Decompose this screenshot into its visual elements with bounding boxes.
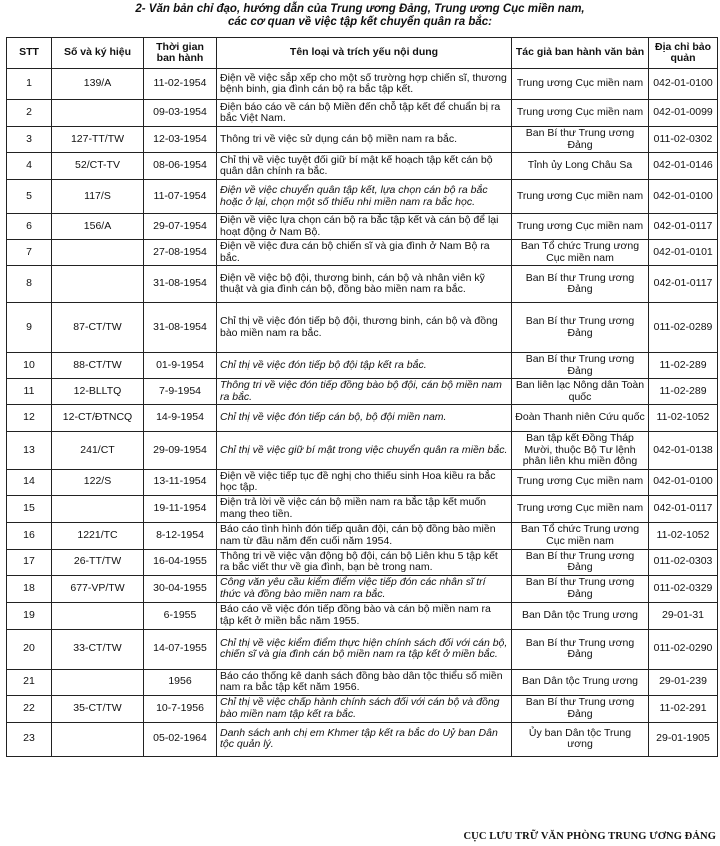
cell-stt: 20: [7, 629, 52, 669]
cell-tac-gia: Ban Bí thư Trung ương Đảng: [512, 303, 649, 353]
cell-dia-chi: 11-02-289: [649, 353, 718, 379]
table-row: [7, 153, 718, 180]
cell-so-ky-hieu: 1221/TC: [52, 522, 144, 549]
cell-tac-gia: Trung ương Cục miền nam: [512, 495, 649, 522]
cell-noi-dung: Chỉ thị về việc chấp hành chính sách đối với cán bộ và đồng bào miền nam tập kết ra bắc.: [217, 695, 512, 722]
cell-tac-gia: Trung ương Cục miền nam: [512, 469, 649, 495]
cell-thoi-gian: 11-07-1954: [144, 180, 217, 214]
cell-stt: 1: [7, 69, 52, 100]
cell-thoi-gian: 08-06-1954: [144, 153, 217, 180]
cell-so-ky-hieu: 122/S: [52, 469, 144, 495]
cell-noi-dung: Thông tri về việc sử dụng cán bộ miền nam ra bắc.: [217, 127, 512, 153]
cell-so-ky-hieu: 139/A: [52, 69, 144, 100]
cell-dia-chi: 042-01-0138: [649, 432, 718, 470]
table-row: [7, 405, 718, 432]
footer-agency: CỤC LƯU TRỮ VĂN PHÒNG TRUNG ƯƠNG ĐẢNG: [463, 831, 716, 842]
cell-noi-dung: Điện báo cáo về cán bộ Miền đến chỗ tập kết để chuẩn bị ra bắc Việt Nam.: [217, 100, 512, 127]
cell-dia-chi: 042-01-0100: [649, 180, 718, 214]
cell-tac-gia: Ban Tổ chức Trung ương Cục miền nam: [512, 240, 649, 266]
cell-dia-chi: 042-01-0101: [649, 240, 718, 266]
cell-thoi-gian: 05-02-1964: [144, 722, 217, 756]
cell-noi-dung: Điện về việc bộ đội, thương binh, cán bộ và nhân viên kỹ thuật và gia đình cán bộ, đồng bào miền nam ra bắc.: [217, 266, 512, 303]
cell-dia-chi: 29-01-31: [649, 602, 718, 629]
header-stt: STT: [7, 38, 52, 69]
cell-dia-chi: 042-01-0117: [649, 495, 718, 522]
cell-noi-dung: Thông tri về việc vận động bộ đội, cán bộ Liên khu 5 tập kết ra bắc viết thư về gia đình, bạn bè trong nam.: [217, 549, 512, 575]
cell-so-ky-hieu: 12-CT/ĐTNCQ: [52, 405, 144, 432]
cell-noi-dung: Báo cáo thống kê danh sách đồng bào dân tộc thiểu số miền nam ra bắc tập kết năm 1956.: [217, 669, 512, 695]
cell-noi-dung: Điện về việc sắp xếp cho một số trường hợp chiến sĩ, thương bệnh binh, gia đình cán bộ ra bắc tập kết.: [217, 69, 512, 100]
cell-stt: 13: [7, 432, 52, 470]
cell-stt: 3: [7, 127, 52, 153]
cell-thoi-gian: 31-08-1954: [144, 303, 217, 353]
cell-tac-gia: Ban Bí thư Trung ương Đảng: [512, 127, 649, 153]
cell-tac-gia: Trung ương Cục miền nam: [512, 180, 649, 214]
cell-stt: 18: [7, 575, 52, 602]
cell-noi-dung: Chỉ thị về việc đón tiếp bộ đội, thương binh, cán bộ và đồng bào miền nam ra bắc.: [217, 303, 512, 353]
table-row: [7, 629, 718, 669]
cell-tac-gia: Trung ương Cục miền nam: [512, 69, 649, 100]
cell-noi-dung: Điện trả lời về việc cán bộ miền nam ra bắc tập kết muốn mang theo tiền.: [217, 495, 512, 522]
cell-so-ky-hieu: 241/CT: [52, 432, 144, 470]
cell-dia-chi: 011-02-0329: [649, 575, 718, 602]
cell-dia-chi: 042-01-0117: [649, 214, 718, 240]
table-row: [7, 669, 718, 695]
cell-stt: 11: [7, 379, 52, 405]
cell-dia-chi: 29-01-239: [649, 669, 718, 695]
table-row: [7, 469, 718, 495]
cell-stt: 10: [7, 353, 52, 379]
cell-thoi-gian: 6-1955: [144, 602, 217, 629]
cell-stt: 23: [7, 722, 52, 756]
cell-tac-gia: Ban Bí thư Trung ương Đảng: [512, 549, 649, 575]
cell-tac-gia: Ban Bí thư Trung ương Đảng: [512, 695, 649, 722]
section-title-line2: các cơ quan về việc tập kết chuyển quân ra bắc:: [227, 15, 493, 28]
header-dia-chi: Địa chỉ bảo quản: [649, 38, 718, 69]
cell-so-ky-hieu: 35-CT/TW: [52, 695, 144, 722]
cell-so-ky-hieu: 33-CT/TW: [52, 629, 144, 669]
cell-so-ky-hieu: [52, 266, 144, 303]
cell-tac-gia: Ban Tổ chức Trung ương Cục miền nam: [512, 522, 649, 549]
cell-stt: 22: [7, 695, 52, 722]
cell-tac-gia: Ban Bí thư Trung ương Đảng: [512, 575, 649, 602]
table-row: [7, 522, 718, 549]
cell-thoi-gian: 12-03-1954: [144, 127, 217, 153]
table-row: [7, 266, 718, 303]
table-row: [7, 127, 718, 153]
header-thoi-gian: Thời gian ban hành: [144, 38, 217, 69]
table-row: [7, 353, 718, 379]
table-row: [7, 303, 718, 353]
cell-thoi-gian: 14-9-1954: [144, 405, 217, 432]
cell-thoi-gian: 1956: [144, 669, 217, 695]
cell-stt: 5: [7, 180, 52, 214]
table-row: [7, 549, 718, 575]
table-row: [7, 602, 718, 629]
cell-tac-gia: Trung ương Cục miền nam: [512, 214, 649, 240]
table-row: [7, 180, 718, 214]
cell-dia-chi: 011-02-0290: [649, 629, 718, 669]
table-row: [7, 432, 718, 470]
cell-so-ky-hieu: 156/A: [52, 214, 144, 240]
cell-noi-dung: Điện về việc đưa cán bộ chiến sĩ và gia đình ở Nam Bộ ra bắc.: [217, 240, 512, 266]
section-title: [0, 0, 720, 28]
cell-stt: 9: [7, 303, 52, 353]
cell-stt: 19: [7, 602, 52, 629]
cell-stt: 12: [7, 405, 52, 432]
cell-stt: 14: [7, 469, 52, 495]
cell-dia-chi: 042-01-0100: [649, 69, 718, 100]
cell-stt: 17: [7, 549, 52, 575]
cell-so-ky-hieu: 87-CT/TW: [52, 303, 144, 353]
cell-so-ky-hieu: 127-TT/TW: [52, 127, 144, 153]
cell-so-ky-hieu: 52/CT-TV: [52, 153, 144, 180]
cell-thoi-gian: 09-03-1954: [144, 100, 217, 127]
header-so-ky-hieu: Số và ký hiệu: [52, 38, 144, 69]
cell-noi-dung: Chỉ thị về việc kiểm điểm thực hiện chính sách đối với cán bộ, chiến sĩ và gia đình cán bộ miền nam ra tập kết ở miền bắc.: [217, 629, 512, 669]
table-row: [7, 214, 718, 240]
cell-thoi-gian: 19-11-1954: [144, 495, 217, 522]
cell-noi-dung: Chỉ thị về việc giữ bí mật trong việc chuyển quân ra miền bắc.: [217, 432, 512, 470]
cell-stt: 16: [7, 522, 52, 549]
cell-so-ky-hieu: 26-TT/TW: [52, 549, 144, 575]
cell-noi-dung: Chỉ thị về việc tuyệt đối giữ bí mật kế hoạch tập kết cán bộ quân dân chính ra bắc.: [217, 153, 512, 180]
cell-thoi-gian: 01-9-1954: [144, 353, 217, 379]
cell-tac-gia: Ban Bí thư Trung ương Đảng: [512, 629, 649, 669]
cell-stt: 2: [7, 100, 52, 127]
cell-thoi-gian: 8-12-1954: [144, 522, 217, 549]
cell-so-ky-hieu: [52, 722, 144, 756]
cell-dia-chi: 011-02-0303: [649, 549, 718, 575]
cell-so-ky-hieu: [52, 240, 144, 266]
cell-thoi-gian: 29-07-1954: [144, 214, 217, 240]
cell-tac-gia: Ban Bí thư Trung ương Đảng: [512, 266, 649, 303]
cell-so-ky-hieu: [52, 495, 144, 522]
cell-dia-chi: 11-02-1052: [649, 522, 718, 549]
cell-tac-gia: Ủy ban Dân tộc Trung ương: [512, 722, 649, 756]
header-noi-dung: Tên loại và trích yếu nội dung: [217, 38, 512, 69]
cell-noi-dung: Thông tri về việc đón tiếp đồng bào bộ đội, cán bộ miền nam ra bắc.: [217, 379, 512, 405]
cell-noi-dung: Báo cáo về việc đón tiếp đồng bào và cán bộ miền nam ra tập kết ở miền bắc năm 1955.: [217, 602, 512, 629]
table-body: [7, 69, 718, 757]
cell-dia-chi: 042-01-0099: [649, 100, 718, 127]
table-row: [7, 722, 718, 756]
cell-thoi-gian: 16-04-1955: [144, 549, 217, 575]
cell-tac-gia: Ban Dân tộc Trung ương: [512, 669, 649, 695]
table-row: [7, 495, 718, 522]
cell-dia-chi: 011-02-0289: [649, 303, 718, 353]
cell-so-ky-hieu: 677-VP/TW: [52, 575, 144, 602]
cell-dia-chi: 011-02-0302: [649, 127, 718, 153]
cell-stt: 6: [7, 214, 52, 240]
cell-thoi-gian: 13-11-1954: [144, 469, 217, 495]
cell-tac-gia: Trung ương Cục miền nam: [512, 100, 649, 127]
cell-stt: 8: [7, 266, 52, 303]
cell-thoi-gian: 7-9-1954: [144, 379, 217, 405]
cell-dia-chi: 29-01-1905: [649, 722, 718, 756]
table-row: [7, 100, 718, 127]
cell-noi-dung: Điện về việc tiếp tục đề nghị cho thiếu sinh Hoa kiều ra bắc học tập.: [217, 469, 512, 495]
cell-tac-gia: Ban Dân tộc Trung ương: [512, 602, 649, 629]
cell-tac-gia: Ban liên lạc Nông dân Toàn quốc: [512, 379, 649, 405]
cell-dia-chi: 042-01-0146: [649, 153, 718, 180]
cell-thoi-gian: 10-7-1956: [144, 695, 217, 722]
table-row: [7, 379, 718, 405]
cell-thoi-gian: 31-08-1954: [144, 266, 217, 303]
cell-thoi-gian: 30-04-1955: [144, 575, 217, 602]
cell-noi-dung: Chỉ thị về việc đón tiếp cán bộ, bộ đội miền nam.: [217, 405, 512, 432]
document-table: [6, 37, 718, 757]
cell-noi-dung: Điện về việc chuyển quân tập kết, lựa chọn cán bộ ra bắc hoặc ở lại, chọn một số thiếu nhi miền nam ra bắc học.: [217, 180, 512, 214]
cell-stt: 4: [7, 153, 52, 180]
cell-dia-chi: 11-02-289: [649, 379, 718, 405]
table-row: [7, 575, 718, 602]
cell-so-ky-hieu: [52, 669, 144, 695]
cell-noi-dung: Điện về việc lựa chọn cán bộ ra bắc tập kết và cán bộ để lại hoạt động ở Nam Bộ.: [217, 214, 512, 240]
cell-so-ky-hieu: [52, 602, 144, 629]
table-row: [7, 69, 718, 100]
cell-dia-chi: 11-02-1052: [649, 405, 718, 432]
cell-tac-gia: Tỉnh ủy Long Châu Sa: [512, 153, 649, 180]
cell-thoi-gian: 29-09-1954: [144, 432, 217, 470]
table-row: [7, 240, 718, 266]
cell-dia-chi: 042-01-0117: [649, 266, 718, 303]
cell-noi-dung: Chỉ thị về việc đón tiếp bộ đội tập kết ra bắc.: [217, 353, 512, 379]
cell-thoi-gian: 11-02-1954: [144, 69, 217, 100]
cell-noi-dung: Báo cáo tình hình đón tiếp quân đội, cán bộ đồng bào miền nam từ đầu năm đến cuối năm 1954.: [217, 522, 512, 549]
cell-tac-gia: Ban Bí thư Trung ương Đảng: [512, 353, 649, 379]
cell-stt: 21: [7, 669, 52, 695]
cell-thoi-gian: 14-07-1955: [144, 629, 217, 669]
cell-thoi-gian: 27-08-1954: [144, 240, 217, 266]
cell-so-ky-hieu: 88-CT/TW: [52, 353, 144, 379]
header-tac-gia: Tác giả ban hành văn bản: [512, 38, 649, 69]
cell-stt: 7: [7, 240, 52, 266]
cell-so-ky-hieu: 12-BLLTQ: [52, 379, 144, 405]
cell-noi-dung: Công văn yêu cầu kiểm điểm việc tiếp đón các nhân sĩ trí thức và đồng bào miền nam ra bắc.: [217, 575, 512, 602]
cell-dia-chi: 042-01-0100: [649, 469, 718, 495]
cell-noi-dung: Danh sách anh chị em Khmer tập kết ra bắc do Uỷ ban Dân tộc quản lý.: [217, 722, 512, 756]
cell-dia-chi: 11-02-291: [649, 695, 718, 722]
cell-tac-gia: Ban tập kết Đồng Tháp Mười, thuộc Bộ Tư lệnh phân liên khu miền đông: [512, 432, 649, 470]
table-header-row: [7, 38, 718, 69]
cell-so-ky-hieu: 117/S: [52, 180, 144, 214]
cell-tac-gia: Đoàn Thanh niên Cứu quốc: [512, 405, 649, 432]
cell-so-ky-hieu: [52, 100, 144, 127]
section-title-line1: 2- Văn bản chỉ đạo, hướng dẫn của Trung ương Đảng, Trung ương Cục miền nam,: [135, 3, 585, 15]
cell-stt: 15: [7, 495, 52, 522]
table-row: [7, 695, 718, 722]
